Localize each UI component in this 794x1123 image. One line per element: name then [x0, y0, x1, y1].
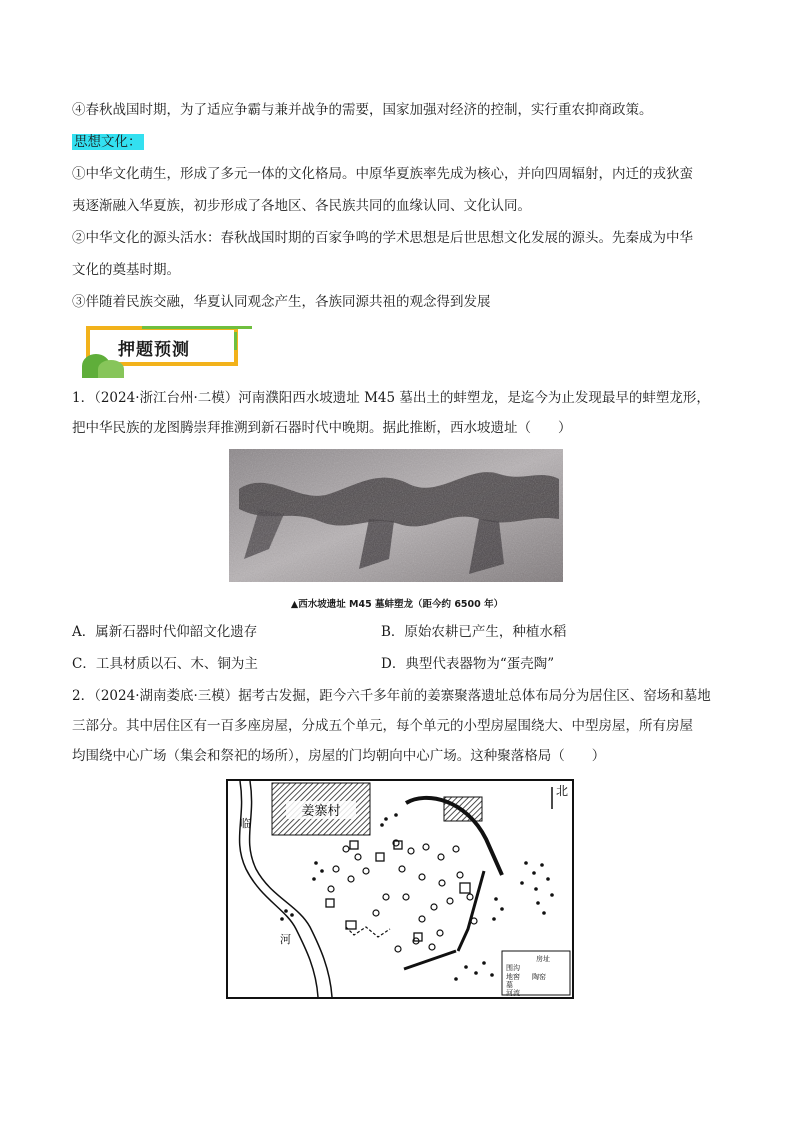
section-heading: [72, 132, 144, 152]
text-line-3: 夷逐渐融入华夏族，初步形成了各地区、各民族共同的血缘认同、文化认同。: [72, 198, 531, 214]
heading-highlight: 思想文化：: [74, 134, 142, 150]
banner-decor-bar: [234, 332, 237, 350]
q1-option-c: C．工具材质以石、木、铜为主: [72, 656, 258, 672]
q2-line-1: 2．（2024·湖南娄底·三模）据考古发掘，距今六千多年前的姜寨聚落遗址总体布局分为居住区、窑场和墓地: [72, 688, 711, 704]
q1-option-a: A．属新石器时代仰韶文化遗存: [72, 624, 258, 640]
q1-line-2: 把中华民族的龙图腾崇拜推溯到新石器时代中晚期。据此推断，西水坡遗址（ ）: [72, 420, 572, 436]
text-line-4: ②中华文化的源头活水：春秋战国时期的百家争鸣的学术思想是后世思想文化发展的源头。先秦成为中华: [72, 230, 693, 246]
legend-kiln: 地窖: [506, 973, 520, 981]
text-line-5: 文化的奠基时期。: [72, 262, 180, 278]
hill-icon: [98, 360, 124, 378]
legend-tomb: 墓: [506, 981, 513, 989]
text-line-2: ①中华文化萌生，形成了多元一体的文化格局。中原华夏族率先成为核心，并向四周辐射，内迁的戎狄蛮: [72, 166, 693, 182]
q2-line-3: 均围绕中心广场（集会和祭祀的场所），房屋的门均朝向中心广场。这种聚落格局（ ）: [72, 748, 606, 764]
settlement-map: [226, 779, 574, 999]
legend-river: 河流: [506, 989, 520, 997]
q1-option-d: D．典型代表器物为“蛋壳陶”: [381, 656, 555, 672]
text-line-1: ④春秋战国时期，为了适应争霸与兼并战争的需要，国家加强对经济的控制，实行重农抑商政策。: [72, 102, 653, 118]
photo-caption: ▲西水坡遗址 M45 墓蚌塑龙（距今约 6500 年）: [290, 599, 504, 610]
q1-line-1: 1．（2024·浙江台州·二模）河南濮阳西水坡遗址 M45 墓出土的蚌塑龙，是迄今为止发现最早的蚌塑龙形，: [72, 390, 710, 406]
section-banner: [82, 326, 244, 372]
legend-wall: 围沟: [506, 964, 520, 972]
q2-line-2: 三部分。其中居住区有一百多座房屋，分成五个单元，每个单元的小型房屋围绕大、中型房屋，所有房屋: [72, 718, 693, 734]
legend-pottery: 陶窑: [532, 973, 546, 981]
banner-decor-bar: [142, 326, 252, 329]
legend-house: 房址: [536, 955, 550, 963]
dragon-photo: [229, 449, 563, 582]
text-line-6: ③伴随着民族交融，华夏认同观念产生，各族同源共祖的观念得到发展: [72, 294, 491, 310]
q1-option-b: B．原始农耕已产生，种植水稻: [381, 624, 567, 640]
map-village-label: 姜寨村: [301, 804, 341, 819]
banner-title: 押题预测: [118, 340, 190, 360]
map-river-label-lin: 临: [240, 817, 251, 830]
map-river-label-he: 河: [280, 933, 291, 946]
map-north-label: 北: [556, 784, 569, 798]
